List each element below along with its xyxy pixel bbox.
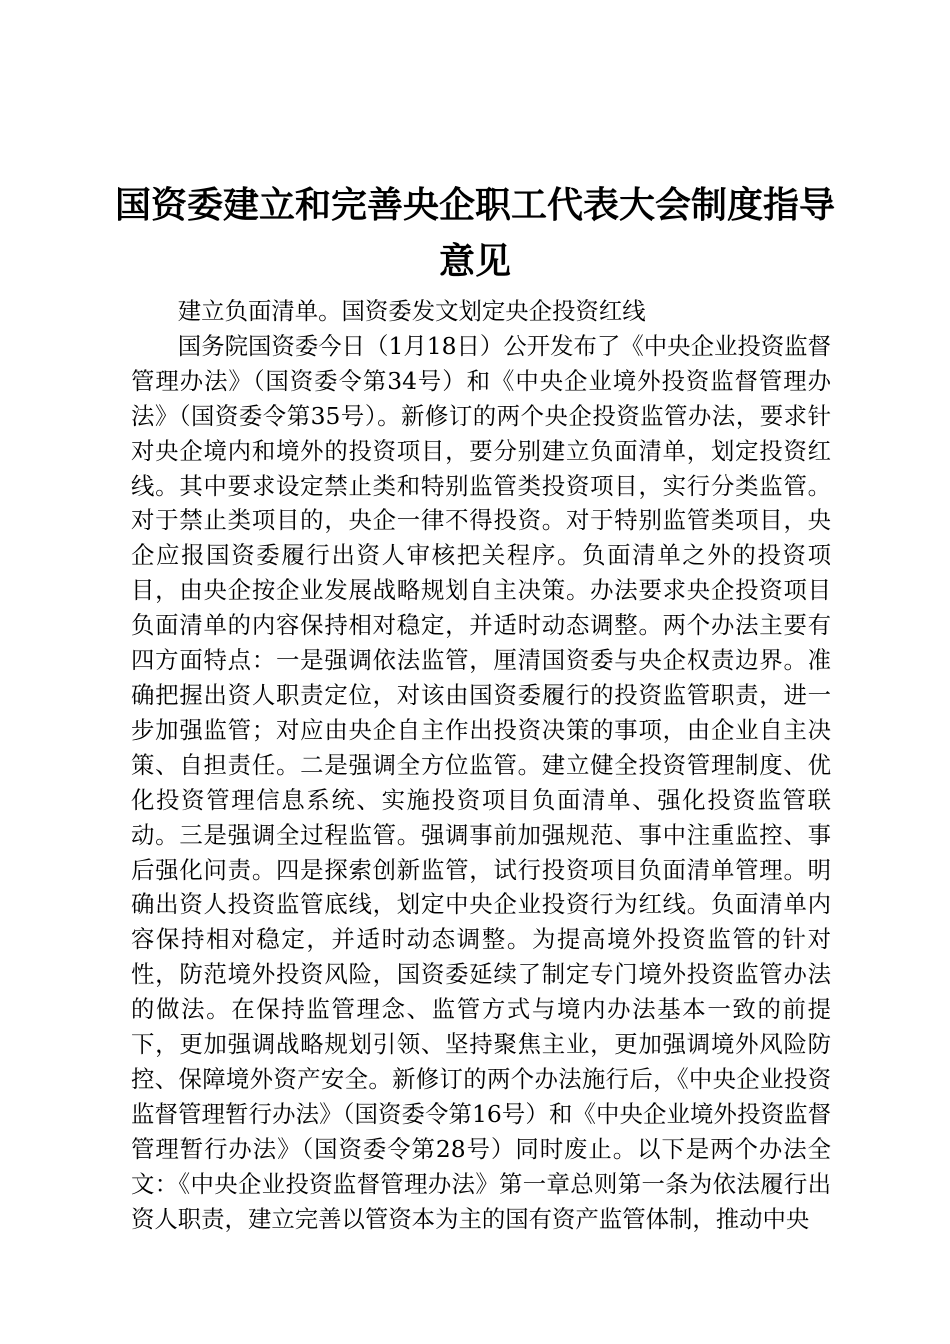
document-body: [131, 294, 831, 1236]
paragraph-subheading: 建立负面清单。国资委发文划定央企投资红线: [177, 297, 646, 325]
paragraph-main: 国务院国资委今日（1月18日）公开发布了《中央企业投资监督管理办法》（国资委令第34号）和《中央企业境外投资监督管理办法》（国资委令第35号）。新修订的两个央企投资监管办法，要求针对央企境内和境外的投资项目，要分别建立负面清单，划定投资红线。其中要求设定禁止类和特别监管类投资项目，实行分类监管。对于禁止类项目的，央企一律不得投资。对于特别监管类项目，央企应报国资委履行出资人审核把关程序。负面清单之外的投资项目，由央企按企业发展战略规划自主决策。办法要求央企投资项目负面清单的内容保持相对稳定，并适时动态调整。两个办法主要有四方面特点：一是强调依法监管，厘清国资委与央企权责边界。准确把握出资人职责定位，对该由国资委履行的投资监管职责，进一步加强监管；对应由央企自主作出投资决策的事项，由企业自主决策、自担责任。二是强调全方位监管。建立健全投资管理制度、优化投资管理信息系统、实施投资项目负面清单、强化投资监管联动。三是强调全过程监管。强调事前加强规范、事中注重监控、事后强化问责。四是探索创新监管，试行投资项目负面清单管理。明确出资人投资监管底线，划定中央企业投资行为红线。负面清单内容保持相对稳定，并适时动态调整。为提高境外投资监管的针对性，防范境外投资风险，国资委延续了制定专门境外投资监管办法的做法。在保持监管理念、监管方式与境内办法基本一致的前提下，更加强调战略规划引领、坚持聚焦主业，更加强调境外风险防控、保障境外资产安全。新修订的两个办法施行后，《中央企业投资监督管理暂行办法》（国资委令第16号）和《中央企业境外投资监督管理暂行办法》（国资委令第28号）同时废止。以下是两个办法全文：《中央企业投资监督管理办法》第一章总则第一条为依法履行出资人职责，建立完善以管资本为主的国有资产监管体制，推动中央: [131, 331, 831, 1233]
document-title: 国资委建立和完善央企职工代表大会制度指导意见: [114, 185, 835, 282]
